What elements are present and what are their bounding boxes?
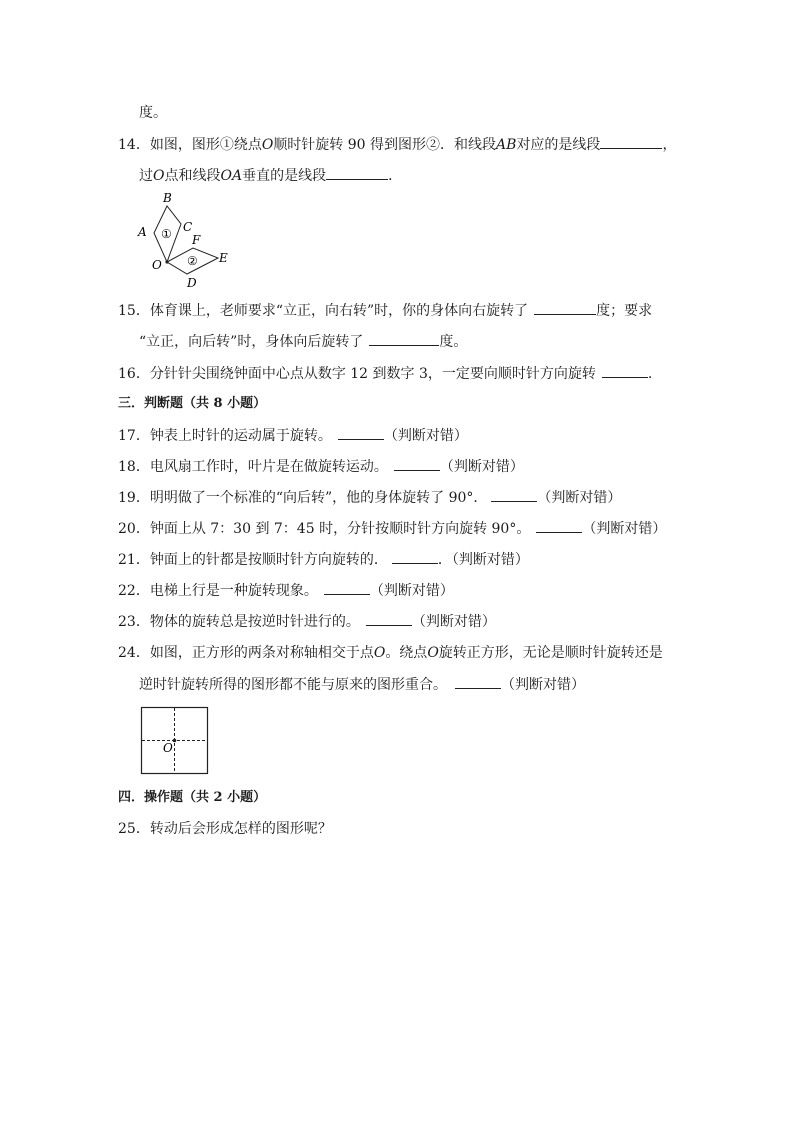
answer-blank[interactable] [536,518,582,533]
question-number: 14． [118,137,150,153]
answer-blank[interactable] [600,134,662,149]
question-25: 25．转动后会形成怎样的图形呢？ [118,821,332,837]
question-16: 16．分针针尖围绕钟面中心点从数字 12 到数字 3，一定要向顺时针方向旋转 . [118,363,652,384]
label-D: D [187,276,197,290]
question-number: 15． [118,303,150,319]
answer-blank[interactable] [369,331,439,346]
question-18: 18．电风扇工作时，叶片是在做旋转运动。 （判断对错） [118,456,524,477]
question-24-line-1: 24．如图，正方形的两条对称轴相交于点O。绕点O旋转正方形，无论是顺时针旋转还是 [118,645,663,661]
question-number: 24． [118,645,150,661]
question-19: 19．明明做了一个标准的“向后转”，他的身体旋转了 90°． （判断对错） [118,487,621,508]
label-C: C [183,220,193,234]
question-20: 20．钟面上从 7：30 到 7：45 时，分针按顺时针方向旋转 90°。 （判断对错） [118,518,666,539]
answer-blank[interactable] [326,165,388,180]
question-number: 25． [118,821,150,837]
question-15-line-2: “立正，向后转”时，身体向后旋转了 度。 [139,331,467,352]
answer-blank[interactable] [392,549,438,564]
question-number: 20． [118,521,150,537]
question-21: 21．钟面上的针都是按顺时针方向旋转的． ．（判断对错） [118,549,529,570]
question-number: 23． [118,614,150,630]
answer-blank[interactable] [455,674,501,689]
q13-tail: 度。 [139,105,167,121]
label-A: A [138,225,147,239]
answer-blank[interactable] [324,580,370,595]
label-circled-1: ① [161,227,172,241]
question-14-line-1: 14．如图，图形①绕点O顺时针旋转 90 得到图形②．和线段AB对应的是线段 ， [118,134,676,155]
answer-blank[interactable] [491,487,537,502]
answer-blank[interactable] [534,300,596,315]
label-O: O [152,258,162,272]
question-number: 21． [118,552,150,568]
label-F: F [192,233,201,247]
question-number: 19． [118,490,150,506]
label-B: B [163,191,172,205]
question-24-line-2: 逆时针旋转所得的图形都不能与原来的图形重合。 （判断对错） [139,674,585,695]
center-point [173,739,177,743]
question-number: 17． [118,428,150,444]
question-17: 17．钟表上时针的运动属于旋转。 （判断对错） [118,425,468,446]
label-O: O [163,741,173,755]
question-23: 23．物体的旋转总是按逆时针进行的。 （判断对错） [118,611,496,632]
section-4-heading: 四．操作题（共 2 小题） [118,790,267,805]
label-circled-2: ② [187,254,198,268]
question-14-line-2: 过O点和线段OA垂直的是线段 ． [139,165,402,186]
rotation-figure-q14 [130,190,240,290]
square-figure-q24 [140,706,212,778]
answer-blank[interactable] [602,363,648,378]
label-E: E [219,251,228,265]
question-15-line-1: 15．体育课上，老师要求“立正，向右转”时，你的身体向右旋转了 度；要求 [118,300,652,321]
section-3-heading: 三．判断题（共 8 小题） [118,396,267,411]
question-number: 22． [118,583,150,599]
answer-blank[interactable] [394,456,440,471]
question-number: 18． [118,459,150,475]
question-number: 16． [118,366,150,382]
question-22: 22．电梯上行是一种旋转现象。 （判断对错） [118,580,454,601]
answer-blank[interactable] [338,425,384,440]
answer-blank[interactable] [366,611,412,626]
